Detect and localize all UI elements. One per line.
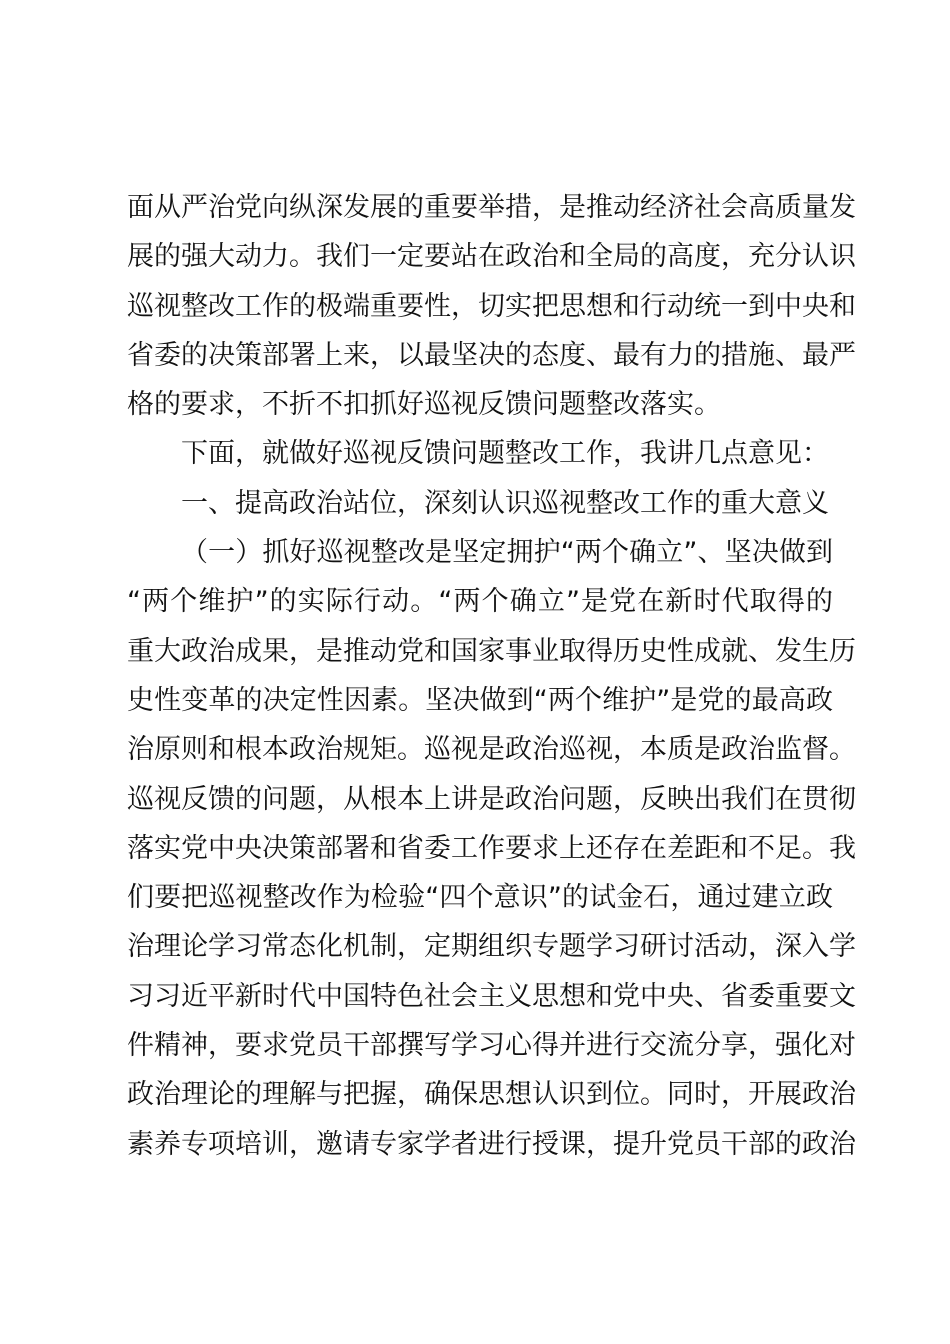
document-body bbox=[127, 183, 856, 1169]
text-line: 素养专项培训，邀请专家学者进行授课，提升党员干部的政治 bbox=[127, 1128, 856, 1160]
section-heading: 一、提高政治站位，深刻认识巡视整改工作的重大意义 bbox=[181, 487, 829, 519]
text-line: 治原则和根本政治规矩。巡视是政治巡视，本质是政治监督。 bbox=[127, 734, 856, 766]
text-line: 省委的决策部署上来，以最坚决的态度、最有力的措施、最严 bbox=[127, 339, 856, 371]
text-line: “两个维护”的实际行动。“两个确立”是党在新时代取得的 bbox=[127, 586, 833, 618]
text-line: 巡视反馈的问题，从根本上讲是政治问题，反映出我们在贯彻 bbox=[127, 783, 856, 815]
text-line: 习习近平新时代中国特色社会主义思想和党中央、省委重要文 bbox=[127, 980, 856, 1012]
text-line: 格的要求，不折不扣抓好巡视反馈问题整改落实。 bbox=[127, 389, 721, 421]
text-line: 治理论学习常态化机制，定期组织专题学习研讨活动，深入学 bbox=[127, 931, 856, 963]
text-line: 重大政治成果，是推动党和国家事业取得历史性成就、发生历 bbox=[127, 635, 856, 667]
text-line: 们要把巡视整改作为检验“四个意识”的试金石，通过建立政 bbox=[127, 882, 833, 914]
text-line: 下面，就做好巡视反馈问题整改工作，我讲几点意见： bbox=[181, 438, 829, 470]
text-line: 政治理论的理解与把握，确保思想认识到位。同时，开展政治 bbox=[127, 1079, 856, 1111]
text-line: 件精神，要求党员干部撰写学习心得并进行交流分享，强化对 bbox=[127, 1030, 856, 1062]
text-line: 史性变革的决定性因素。坚决做到“两个维护”是党的最高政 bbox=[127, 684, 833, 716]
subsection-heading: （一）抓好巡视整改是坚定拥护“两个确立”、坚决做到 bbox=[181, 537, 833, 569]
text-line: 落实党中央决策部署和省委工作要求上还存在差距和不足。我 bbox=[127, 832, 856, 864]
text-line: 巡视整改工作的极端重要性，切实把思想和行动统一到中央和 bbox=[127, 290, 856, 322]
text-line: 面从严治党向纵深发展的重要举措，是推动经济社会高质量发 bbox=[127, 192, 856, 223]
text-line: 展的强大动力。我们一定要站在政治和全局的高度，充分认识 bbox=[127, 241, 856, 273]
